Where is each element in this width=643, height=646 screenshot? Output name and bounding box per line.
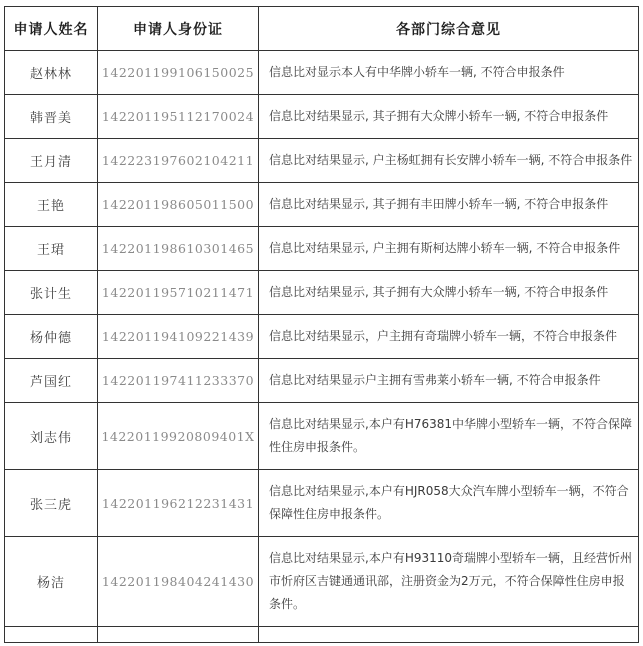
table-row bbox=[5, 95, 639, 139]
opinion-cell: 信息比对结果显示, 户主拥有斯柯达牌小轿车一辆, 不符合申报条件 bbox=[259, 227, 639, 271]
applicant-id-cell: 14220119920809401X bbox=[98, 403, 259, 470]
table-row bbox=[5, 139, 639, 183]
partial-row-cell bbox=[259, 627, 639, 643]
applicant-name-cell: 张计生 bbox=[5, 271, 98, 315]
applicant-id-cell: 142201194109221439 bbox=[98, 315, 259, 359]
opinion-cell: 信息比对结果显示,本户有HJR058大众汽车牌小型轿车一辆，不符合保障性住房申报条件。 bbox=[259, 470, 639, 537]
opinion-cell: 信息比对显示本人有中华牌小轿车一辆, 不符合申报条件 bbox=[259, 51, 639, 95]
table-header bbox=[5, 7, 639, 51]
applicant-name-cell: 赵林林 bbox=[5, 51, 98, 95]
opinion-cell: 信息比对结果显示, 其子拥有大众牌小轿车一辆, 不符合申报条件 bbox=[259, 95, 639, 139]
applicant-id-cell: 142201198404241430 bbox=[98, 537, 259, 627]
table-row bbox=[5, 359, 639, 403]
applicant-name-cell: 杨仲德 bbox=[5, 315, 98, 359]
table-row bbox=[5, 403, 639, 470]
applicant-id-cell: 142201198610301465 bbox=[98, 227, 259, 271]
applicant-id-cell: 142201196212231431 bbox=[98, 470, 259, 537]
applicant-name-cell: 芦国红 bbox=[5, 359, 98, 403]
table-row bbox=[5, 183, 639, 227]
opinion-cell: 信息比对结果显示, 其子拥有丰田牌小轿车一辆, 不符合申报条件 bbox=[259, 183, 639, 227]
applicant-id-cell: 142201195112170024 bbox=[98, 95, 259, 139]
applicant-name-cell: 韩晋美 bbox=[5, 95, 98, 139]
applicant-review-table bbox=[4, 6, 639, 643]
table-row bbox=[5, 470, 639, 537]
applicant-id-cell: 142201199106150025 bbox=[98, 51, 259, 95]
applicant-id-cell: 142201198605011500 bbox=[98, 183, 259, 227]
partial-row bbox=[5, 627, 639, 643]
applicant-name-cell: 王珺 bbox=[5, 227, 98, 271]
header-applicant-name: 申请人姓名 bbox=[5, 7, 98, 51]
table-row bbox=[5, 537, 639, 627]
opinion-cell: 信息比对结果显示,本户有H93110奇瑞牌小型轿车一辆，且经营忻州市忻府区吉键通通讯部，注册资金为2万元，不符合保障性住房申报条件。 bbox=[259, 537, 639, 627]
table-body bbox=[5, 51, 639, 643]
applicant-id-cell: 142223197602104211 bbox=[98, 139, 259, 183]
applicant-name-cell: 张三虎 bbox=[5, 470, 98, 537]
applicant-name-cell: 王艳 bbox=[5, 183, 98, 227]
opinion-cell: 信息比对结果显示，户主拥有奇瑞牌小轿车一辆，不符合申报条件 bbox=[259, 315, 639, 359]
partial-row-cell bbox=[5, 627, 98, 643]
header-department-opinion: 各部门综合意见 bbox=[259, 7, 639, 51]
opinion-cell: 信息比对结果显示,本户有H76381中华牌小型轿车一辆，不符合保障性住房申报条件。 bbox=[259, 403, 639, 470]
table-row bbox=[5, 227, 639, 271]
opinion-cell: 信息比对结果显示, 其子拥有大众牌小轿车一辆, 不符合申报条件 bbox=[259, 271, 639, 315]
applicant-name-cell: 王月清 bbox=[5, 139, 98, 183]
table-row bbox=[5, 271, 639, 315]
applicant-id-cell: 142201195710211471 bbox=[98, 271, 259, 315]
header-applicant-id: 申请人身份证 bbox=[98, 7, 259, 51]
applicant-name-cell: 刘志伟 bbox=[5, 403, 98, 470]
applicant-id-cell: 142201197411233370 bbox=[98, 359, 259, 403]
applicant-name-cell: 杨洁 bbox=[5, 537, 98, 627]
table-row bbox=[5, 315, 639, 359]
opinion-cell: 信息比对结果显示, 户主杨虹拥有长安牌小轿车一辆, 不符合申报条件 bbox=[259, 139, 639, 183]
opinion-cell: 信息比对结果显示户主拥有雪弗莱小轿车一辆, 不符合申报条件 bbox=[259, 359, 639, 403]
header-row bbox=[5, 7, 639, 51]
table-row bbox=[5, 51, 639, 95]
partial-row-cell bbox=[98, 627, 259, 643]
